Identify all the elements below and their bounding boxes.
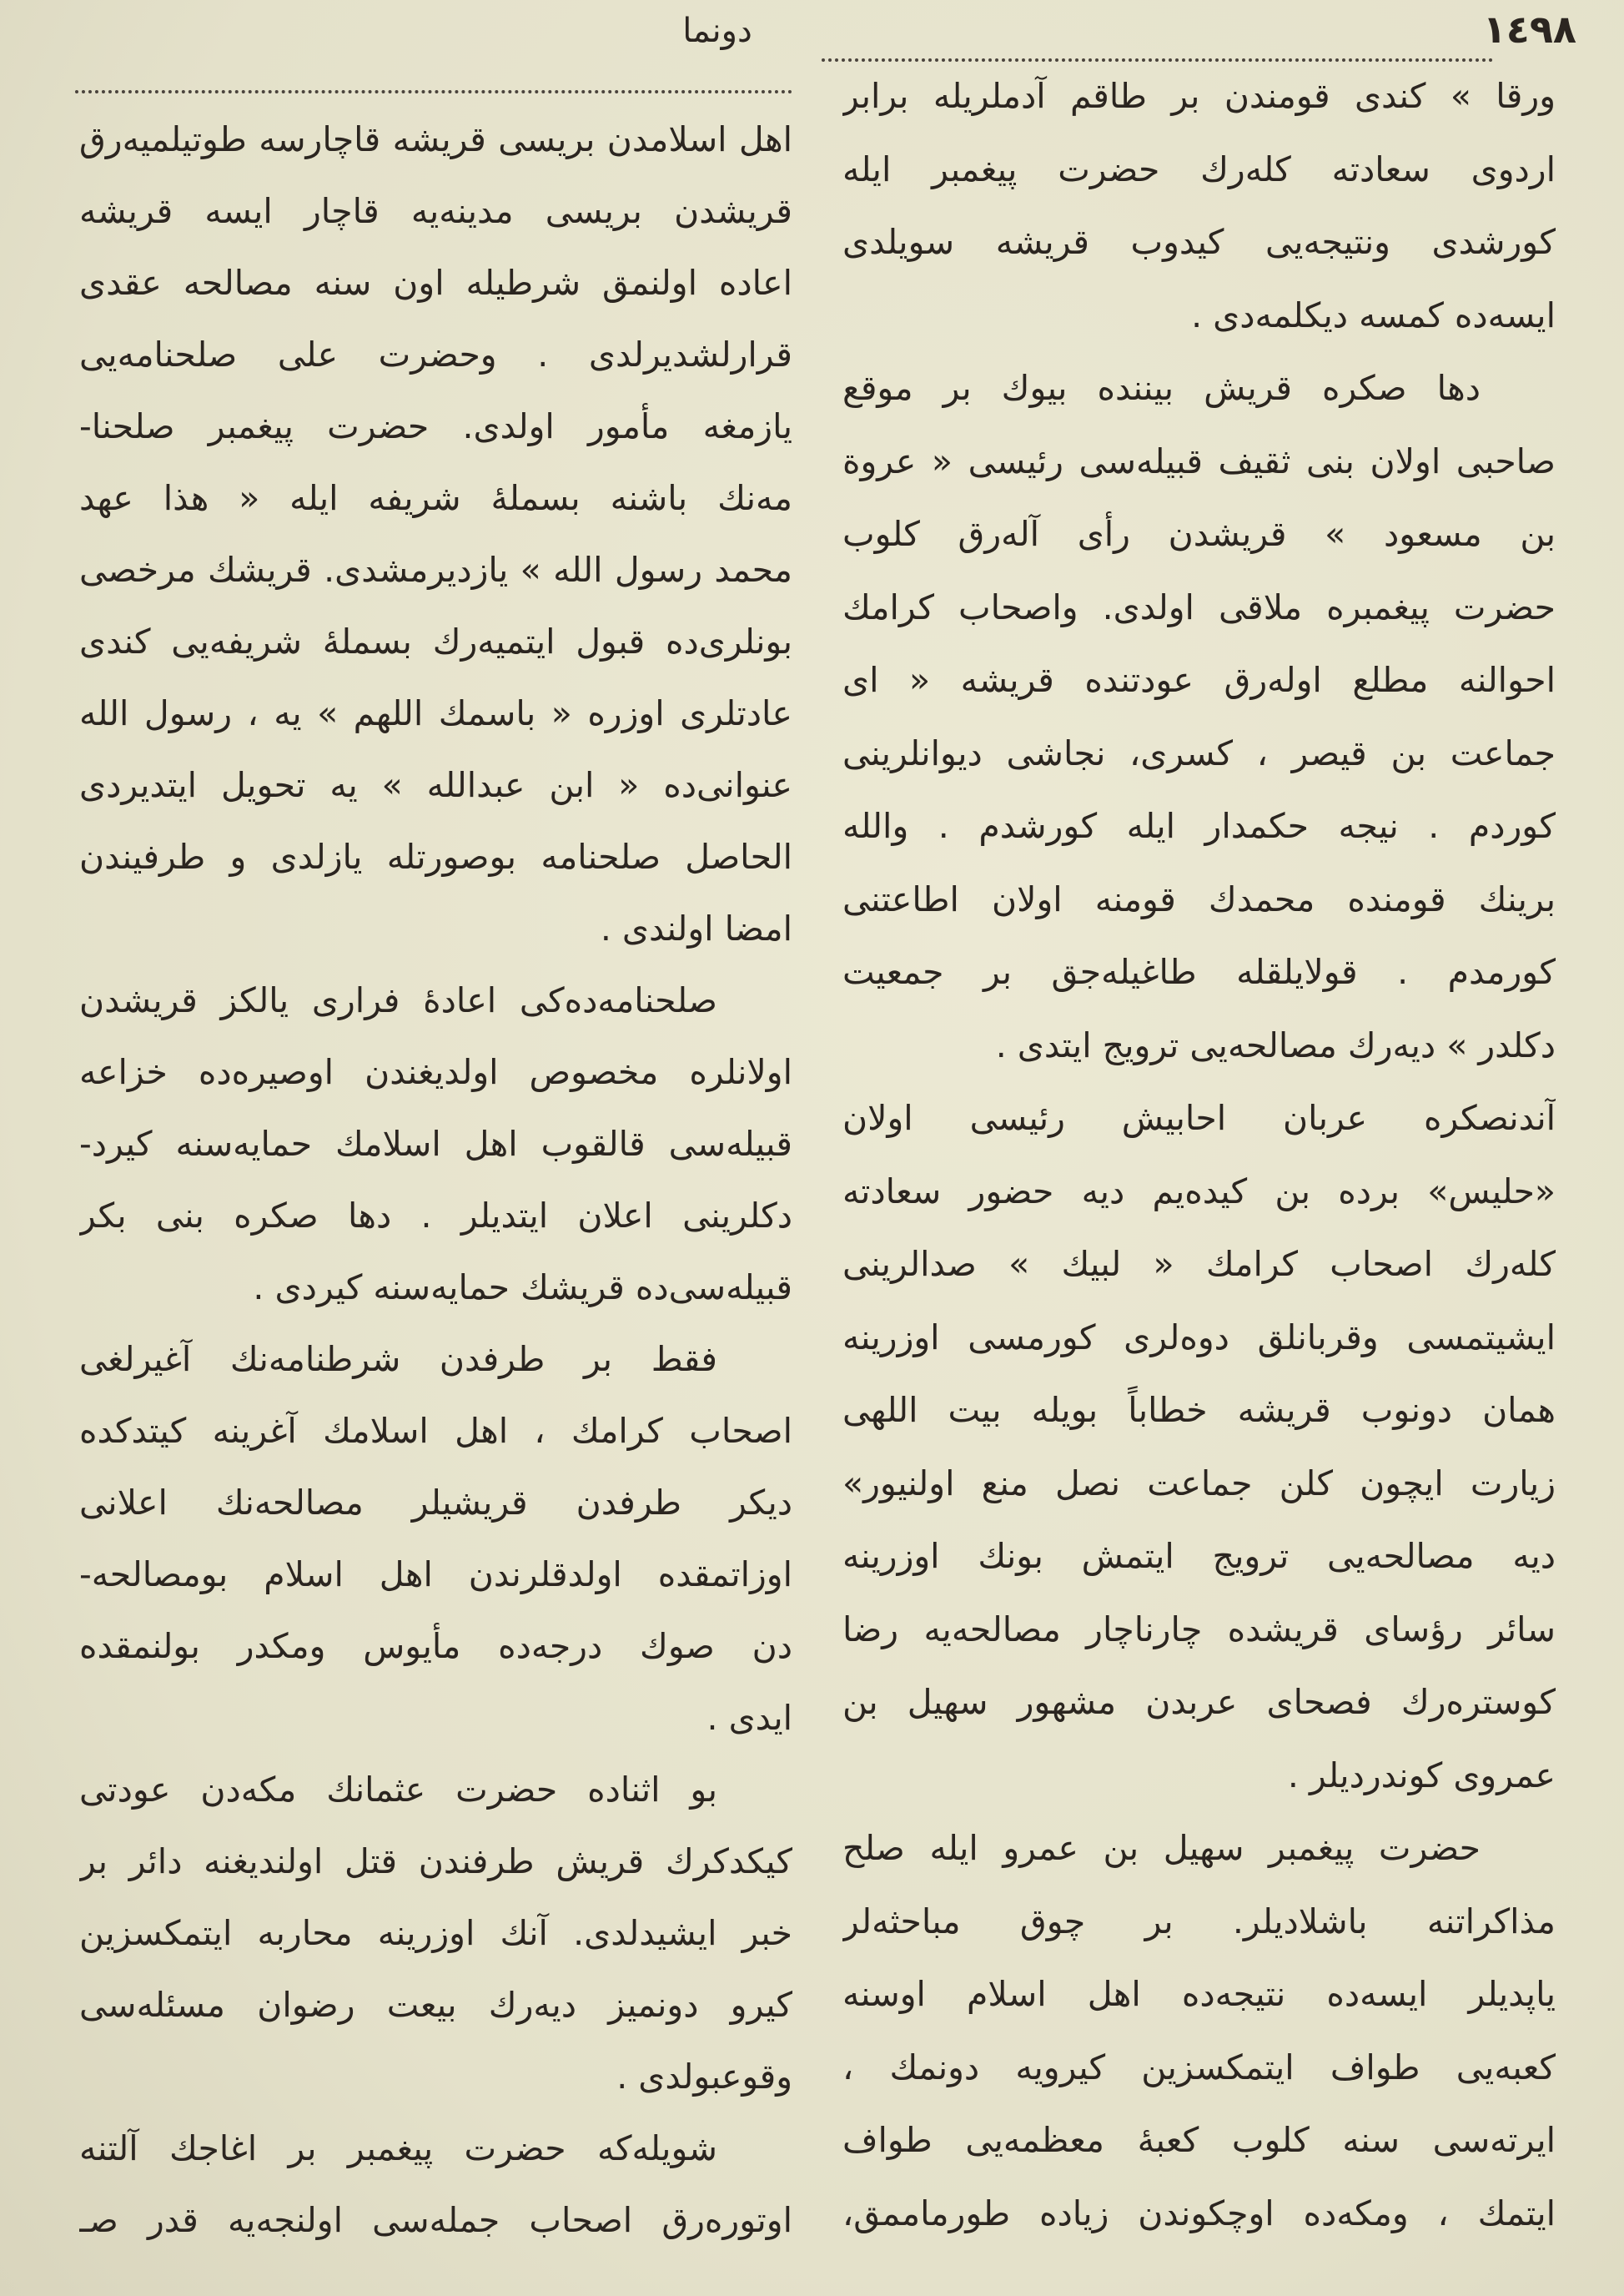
text-line: اوزاتمقده اولدقلرندن اهل اسلام بومصالحه-	[79, 1554, 792, 1594]
text-line: ايدى .	[706, 1698, 792, 1738]
text-line: اصحاب كرامك ، اهل اسلامك آغرينه كيتدكده	[79, 1411, 792, 1451]
running-title: دونما	[682, 12, 752, 50]
text-line: كيرو دونميز ديه‌رك بيعت رضوان مسئله‌سى	[79, 1985, 792, 2025]
text-line: ايسه‌ده كمسه ديكلمه‌دى .	[1191, 295, 1556, 335]
text-line: مذاكراتنه باشلاديلر. بر چوق مباحثه‌لر	[842, 1901, 1556, 1941]
text-line: حضرت پيغمبره ملاقى اولدى. واصحاب كرامك	[842, 587, 1556, 627]
text-line: كوردم . نيجه حكمدار ايله كورشدم . والله	[842, 806, 1556, 846]
text-line: احوالنه مطلع اوله‌رق عودتنده قريشه « اى	[842, 660, 1556, 700]
text-line: «حليس» برده بن كيده‌يم ديه حضور سعادته	[842, 1171, 1556, 1211]
text-line: بونلرى‌ده قبول ايتميه‌رك بسملهٔ شريفه‌يى كندى	[79, 622, 792, 662]
text-line: جماعت بن قيصر ، كسرى، نجاشى ديوانلرينى	[842, 733, 1556, 773]
text-line: الحاصل صلحنامه بوصورتله يازلدى و طرفيندن	[79, 837, 792, 877]
text-line: دها صكره قريش بيننده بيوك بر موقع	[842, 368, 1481, 408]
right-text-column	[842, 60, 1556, 2250]
text-line: همان دونوب قريشه خطاباً بويله بيت اللهى	[842, 1390, 1556, 1430]
column-dotted-rule	[75, 90, 792, 93]
text-line: قبيله‌سى قالقوب اهل اسلامك حمايه‌سنه كيرد-	[79, 1124, 792, 1164]
text-line: آندنصكره عربان احابيش رئيسى اولان	[842, 1098, 1556, 1138]
text-line: شويله‌كه حضرت پيغمبر بر اغاجك آلتنه	[79, 2128, 717, 2168]
text-line: عمروى كوندرديلر .	[1287, 1755, 1556, 1795]
text-line: قريشدن بريسى مدينه‌يه قاچار ايسه قريشه	[79, 191, 792, 231]
text-line: مه‌نك باشنه بسملهٔ شريفه ايله « هذا عهد	[79, 478, 792, 518]
left-text-column	[79, 103, 792, 2256]
text-line: كورشدى ونتيجه‌يى كيدوب قريشه سويلدى	[842, 222, 1556, 262]
text-line: كله‌رك اصحاب كرامك « لبيك » صدالرينى	[842, 1244, 1556, 1284]
text-line: امضا اولندى .	[600, 909, 792, 949]
text-line: ايرته‌سى سنه كلوب كعبهٔ معظمه‌يى طواف	[842, 2120, 1556, 2160]
text-line: دكلدر » ديه‌رك مصالحه‌يى ترويج ايتدى .	[995, 1025, 1556, 1065]
text-line: عنوانى‌ده « ابن عبدالله » يه تحويل ايتديردى	[79, 765, 792, 805]
text-line: كورمدم . قولايلقله طاغيله‌جق بر جمعيت	[842, 952, 1556, 992]
text-line: اوتوره‌رق اصحاب جمله‌سى اولنجه‌يه قدر صـ	[79, 2200, 792, 2240]
text-line: اردوى سعادته كله‌رك حضرت پيغمبر ايله	[842, 149, 1556, 189]
text-line: عادتلرى اوزره « باسمك اللهم » يه ، رسول الله	[79, 693, 792, 733]
text-line: صلحنامه‌ده‌كى اعادهٔ فرارى يالكز قريشدن	[79, 980, 717, 1020]
text-line: قبيله‌سى‌ده قريشك حمايه‌سنه كيردى .	[253, 1267, 792, 1307]
text-line: سائر رؤساى قريشده چارناچار مصالحه‌يه رضا	[842, 1609, 1556, 1649]
text-line: ايشيتمسى وقربانلق دوه‌لرى كورمسى اوزرينه	[842, 1317, 1556, 1357]
text-line: كوستره‌رك فصحاى عربدن مشهور سهيل بن	[842, 1682, 1556, 1722]
text-line: بو اثناده حضرت عثمانك مكه‌دن عودتى	[79, 1770, 717, 1810]
text-line: ورقا » كندى قومندن بر طاقم آدملريله برابر	[842, 76, 1556, 116]
text-line: فقط بر طرفدن شرطنامه‌نك آغيرلغى	[79, 1339, 717, 1379]
text-line: اعاده اولنمق شرطيله اون سنه مصالحه عقدى	[79, 263, 792, 303]
text-line: ديه مصالحه‌يى ترويج ايتمش بونك اوزرينه	[842, 1536, 1556, 1576]
text-line: ايتمك ، ومكه‌ده اوچكوندن زياده طورماممق،	[842, 2193, 1556, 2233]
text-line: دكلرينى اعلان ايتديلر . دها صكره بنى بكر	[79, 1196, 792, 1236]
text-line: ياپديلر ايسه‌ده نتيجه‌ده اهل اسلام اوسنه	[842, 1974, 1556, 2014]
text-line: كيكدكرك قريش طرفندن قتل اولنديغنه دائر بر	[79, 1841, 792, 1881]
text-line: زيارت ايچون كلن جماعت نصل منع اولنيور»	[842, 1463, 1556, 1503]
text-line: حضرت پيغمبر سهيل بن عمرو ايله صلح	[842, 1828, 1481, 1868]
text-line: بن مسعود » قريشدن رأى آله‌رق كلوب	[842, 514, 1556, 554]
text-line: دن صوك درجه‌ده مأيوس ومكدر بولنمقده	[79, 1626, 792, 1666]
page-number: ١٤٩٨	[1482, 7, 1576, 52]
text-line: اولانلره مخصوص اولديغندن اوصيره‌ده خزاعه	[79, 1052, 792, 1092]
text-line: قرارلشديرلدى . وحضرت على صلحنامه‌يى	[79, 335, 792, 375]
text-line: خبر ايشيدلدى. آنك اوزرينه محاربه ايتمكسزين	[79, 1913, 792, 1953]
text-line: كعبه‌يى طواف ايتمكسزين كيرويه دونمك ،	[842, 2047, 1556, 2087]
text-line: يازمغه مأمور اولدى. حضرت پيغمبر صلحنا-	[79, 406, 792, 446]
text-line: اهل اسلامدن بريسى قريشه قاچارسه طوتيلميه‌رق	[79, 119, 792, 159]
text-line: محمد رسول الله » يازديرمشدى. قريشك مرخصى	[79, 550, 792, 590]
text-line: صاحبى اولان بنى ثقيف قبيله‌سى رئيسى « عروة	[842, 441, 1556, 481]
text-line: وقوعبولدى .	[616, 2057, 792, 2097]
text-line: برينك قومنده محمدك قومنه اولان اطاعتنى	[842, 879, 1556, 919]
text-line: ديكر طرفدن قريشيلر مصالحه‌نك اعلانى	[79, 1483, 792, 1523]
